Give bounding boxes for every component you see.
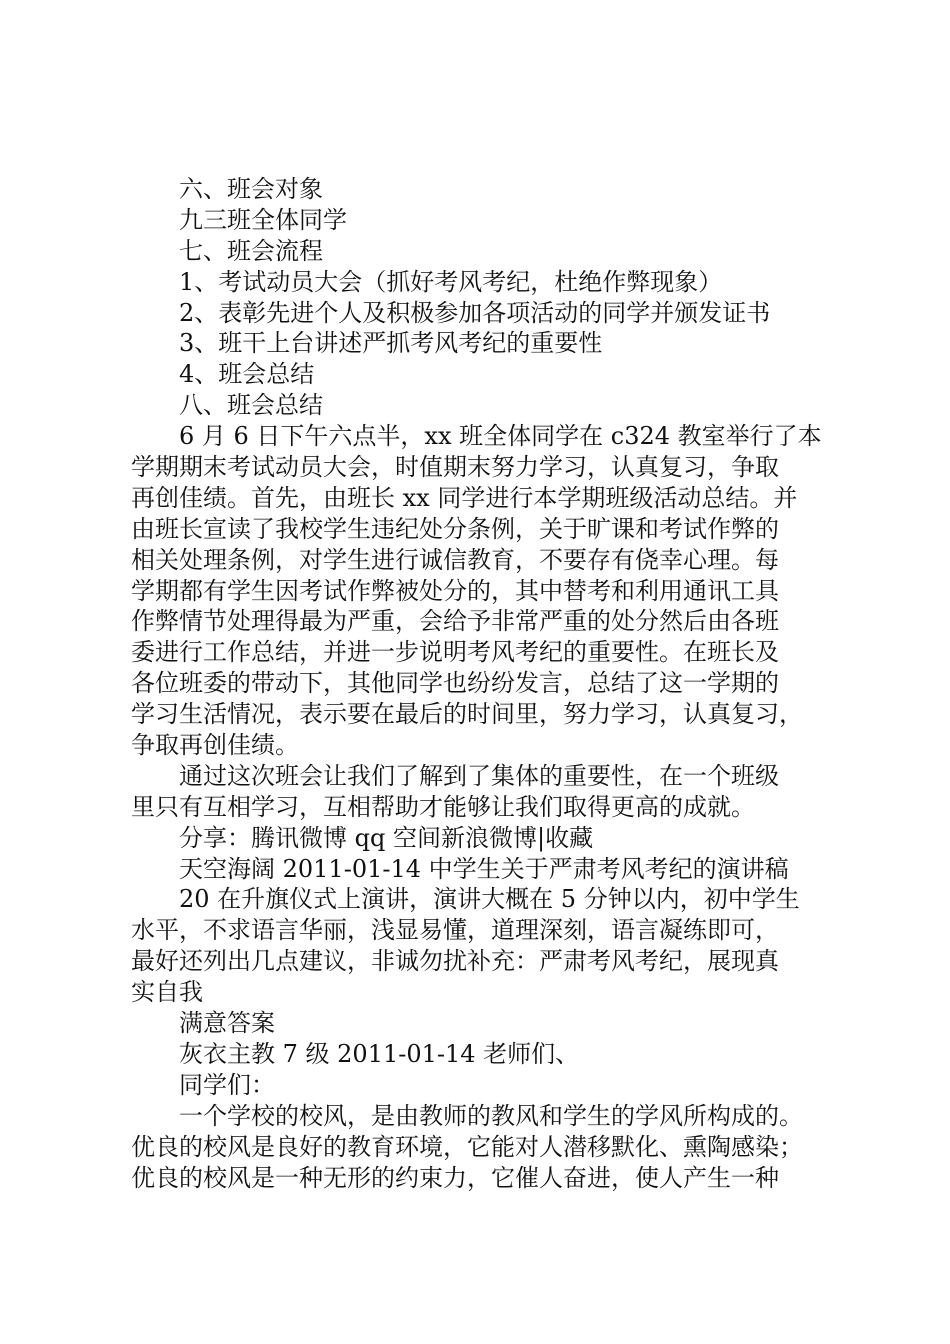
text-line: 4、班会总结 <box>179 360 315 389</box>
text-line: 水平，不求语言华丽，浅显易懂，道理深刻，语言凝练即可， <box>131 916 779 945</box>
text-line: 20 在升旗仪式上演讲，演讲大概在 5 分钟以内，初中学生 <box>179 885 800 914</box>
text-line: 由班长宣读了我校学生违纪处分条例，关于旷课和考试作弊的 <box>131 514 779 543</box>
document-body <box>131 174 847 1193</box>
text-line: 一个学校的校风，是由教师的教风和学生的学风所构成的。 <box>179 1101 803 1130</box>
text-line: 各位班委的带动下，其他同学也纷纷发言，总结了这一学期的 <box>131 669 779 698</box>
text-line: 满意答案 <box>179 1009 275 1038</box>
text-line: 通过这次班会让我们了解到了集体的重要性，在一个班级 <box>179 761 779 790</box>
text-line: 八、班会总结 <box>179 391 323 420</box>
text-line: 优良的校风是良好的教育环境，它能对人潜移默化、熏陶感染； <box>131 1132 803 1161</box>
text-line: 1、考试动员大会（抓好考风考纪，杜绝作弊现象） <box>179 267 723 296</box>
text-line: 学期期末考试动员大会，时值期末努力学习，认真复习，争取 <box>131 453 779 482</box>
text-line: 分享：腾讯微博 qq 空间新浪微博|收藏 <box>179 823 594 852</box>
text-line: 作弊情节处理得最为严重，会给予非常严重的处分然后由各班 <box>131 607 779 636</box>
text-line: 学期都有学生因考试作弊被处分的，其中替考和利用通讯工具 <box>131 576 779 605</box>
text-line: 再创佳绩。首先，由班长 xx 同学进行本学期班级活动总结。并 <box>131 483 798 512</box>
text-line: 相关处理条例，对学生进行诚信教育，不要存有侥幸心理。每 <box>131 545 779 574</box>
text-line: 2、表彰先进个人及积极参加各项活动的同学并颁发证书 <box>179 298 771 327</box>
text-line: 九三班全体同学 <box>179 205 347 234</box>
text-line: 七、班会流程 <box>179 236 323 265</box>
text-line: 天空海阔 2011-01-14 中学生关于严肃考风考纪的演讲稿 <box>179 854 789 883</box>
text-line: 优良的校风是一种无形的约束力，它催人奋进，使人产生一种 <box>131 1163 779 1192</box>
text-line: 委进行工作总结，并进一步说明考风考纪的重要性。在班长及 <box>131 638 779 667</box>
text-line: 争取再创佳绩。 <box>131 731 299 760</box>
text-line: 实自我 <box>131 978 203 1007</box>
text-line: 6 月 6 日下午六点半，xx 班全体同学在 c324 教室举行了本 <box>179 422 822 451</box>
text-line: 3、班干上台讲述严抓考风考纪的重要性 <box>179 329 603 358</box>
text-line: 学习生活情况，表示要在最后的时间里，努力学习，认真复习， <box>131 700 803 729</box>
text-line: 同学们： <box>179 1070 275 1099</box>
text-line: 六、班会对象 <box>179 175 323 203</box>
text-line: 灰衣主教 7 级 2011-01-14 老师们、 <box>179 1039 580 1068</box>
text-line: 里只有互相学习，互相帮助才能够让我们取得更高的成就。 <box>131 792 755 821</box>
text-line: 最好还列出几点建议，非诚勿扰补充：严肃考风考纪，展现真 <box>131 947 779 976</box>
